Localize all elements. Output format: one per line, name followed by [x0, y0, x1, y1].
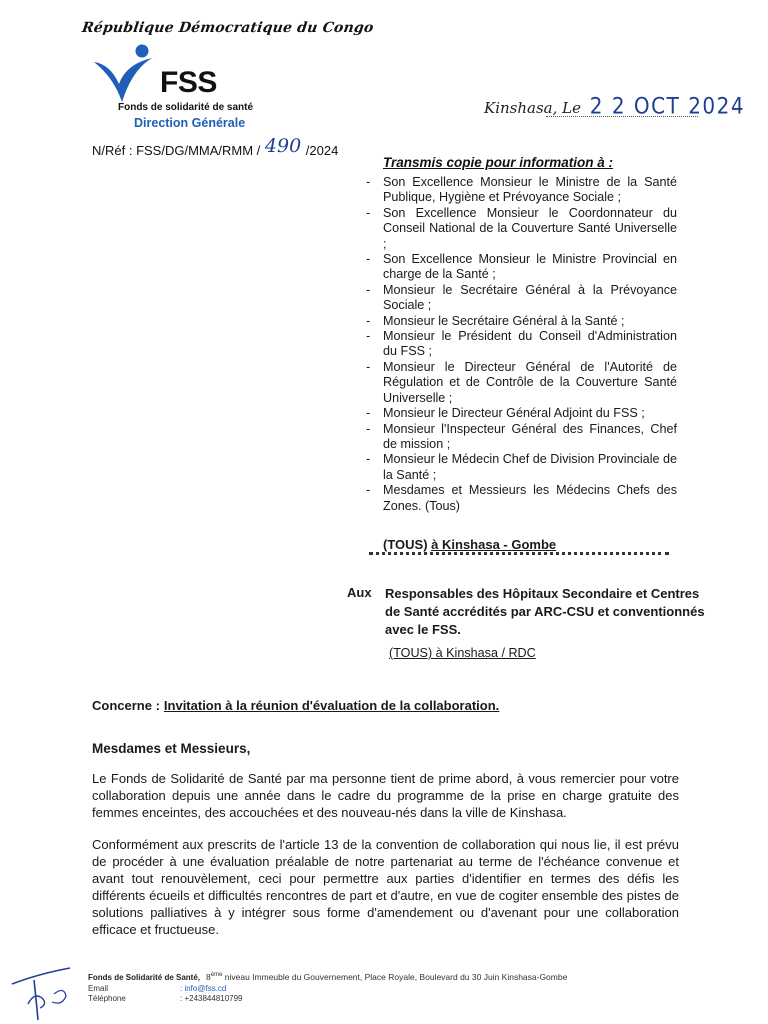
salutation: Mesdames et Messieurs,: [92, 741, 251, 756]
copies-footer: [383, 537, 556, 552]
list-item: - Monsieur le Directeur Général Adjoint du FSS ;: [366, 406, 677, 421]
footer-address-sup: ème: [210, 972, 223, 979]
footer-phone-label: Téléphone: [88, 994, 126, 1003]
date-stamp: 2 2 OCT 2024: [589, 92, 746, 120]
footer-address-pre: 8: [206, 972, 211, 982]
dotted-separator: [369, 552, 669, 555]
addressee-destination: (TOUS) à Kinshasa / RDC: [389, 646, 536, 660]
list-item: - Monsieur le Directeur Général de l'Autorité de Régulation et de Contrôle de la Couverture Santé Universelle ;: [366, 360, 677, 406]
copies-list: [366, 175, 677, 514]
date-line: [484, 94, 745, 118]
logo-acronym: FSS: [160, 66, 217, 99]
copies-footer-prefix: (TOUS): [383, 537, 432, 552]
subject-label: Concerne :: [92, 698, 160, 713]
ref-prefix: N/Réf : FSS/DG/MMA/RMM /: [92, 143, 264, 158]
addressee-text: Responsables des Hôpitaux Secondaire et Centres de Santé accrédités par ARC-CSU et conventionnés avec le FSS.: [385, 586, 705, 637]
copies-footer-place: à Kinshasa - Gombe: [431, 537, 557, 552]
subject-text: Invitation à la réunion d'évaluation de la collaboration.: [163, 698, 500, 713]
list-item: - Son Excellence Monsieur le Ministre Provincial en charge de la Santé ;: [366, 252, 677, 283]
body-paragraph: Le Fonds de Solidarité de Santé par ma personne tient de prime abord, à vous remercier pour votre collaboration depuis une année dans le cadre du programme de la prise en charge gratuite des femmes enceintes, des accouchées et des nouveau-nés dans la ville de Kinshasa.: [92, 771, 679, 820]
list-item: - Son Excellence Monsieur le Ministre de la Santé Publique, Hygiène et Prévoyance Sociale ;: [366, 175, 677, 206]
city-label: Kinshasa, Le: [484, 99, 581, 117]
copies-title: Transmis copie pour information à :: [383, 155, 614, 170]
footer-address-post: niveau Immeuble du Gouvernement, Place Royale, Boulevard du 30 Juin Kinshasa-Gombe: [222, 972, 568, 982]
date-dotted-line: [546, 116, 698, 117]
reference-line: [92, 135, 339, 160]
ref-number: 490: [264, 135, 302, 157]
initials-signature-icon: [8, 964, 88, 1024]
list-item: - Monsieur le Secrétaire Général à la Prévoyance Sociale ;: [366, 283, 677, 314]
list-item: - Monsieur l'Inspecteur Général des Finances, Chef de mission ;: [366, 422, 677, 453]
footer-phone-value: : +243844810799: [180, 994, 243, 1003]
list-item: - Mesdames et Messieurs les Médecins Chefs des Zones. (Tous): [366, 483, 677, 514]
footer-email-value: : info@fss.cd: [180, 984, 227, 993]
footer-address: [206, 972, 567, 982]
footer-email-label: Email: [88, 984, 109, 993]
list-item: - Monsieur le Médecin Chef de Division Provinciale de la Santé ;: [366, 452, 677, 483]
republic-heading: République Démocratique du Congo: [80, 20, 375, 36]
list-item: - Monsieur le Secrétaire Général à la Santé ;: [366, 314, 677, 329]
list-item: - Son Excellence Monsieur le Coordonnateur du Conseil National de la Couverture Santé Universelle ;: [366, 206, 677, 252]
subject-line: [92, 698, 499, 713]
addressee-label: Aux: [347, 585, 372, 600]
logo-fullname: Fonds de solidarité de santé: [118, 102, 254, 113]
fss-logo-icon: [92, 44, 156, 106]
list-item: - Monsieur le Président du Conseil d'Administration du FSS ;: [366, 329, 677, 360]
direction-label: Direction Générale: [134, 116, 246, 130]
footer-org-name: Fonds de Solidarité de Santé,: [88, 973, 201, 982]
ref-suffix: /2024: [302, 143, 339, 158]
body-paragraph: Conformément aux prescrits de l'article 13 de la convention de collaboration qui nous lie, il est prévu de procéder à une évaluation préalable de notre partenariat au terme de l'échéance convenue et avant tout renouvèlement, ceci pour permettre aux parties d'identifier en termes des défis les différents écueils et difficultés rencontres de part et d'autre, en vue de cogiter ensemble des pistes de solutions palliatives à y intégrer sous forme d'amendement ou d'avenant pour une collaboration efficace et fructueuse.: [92, 837, 679, 937]
